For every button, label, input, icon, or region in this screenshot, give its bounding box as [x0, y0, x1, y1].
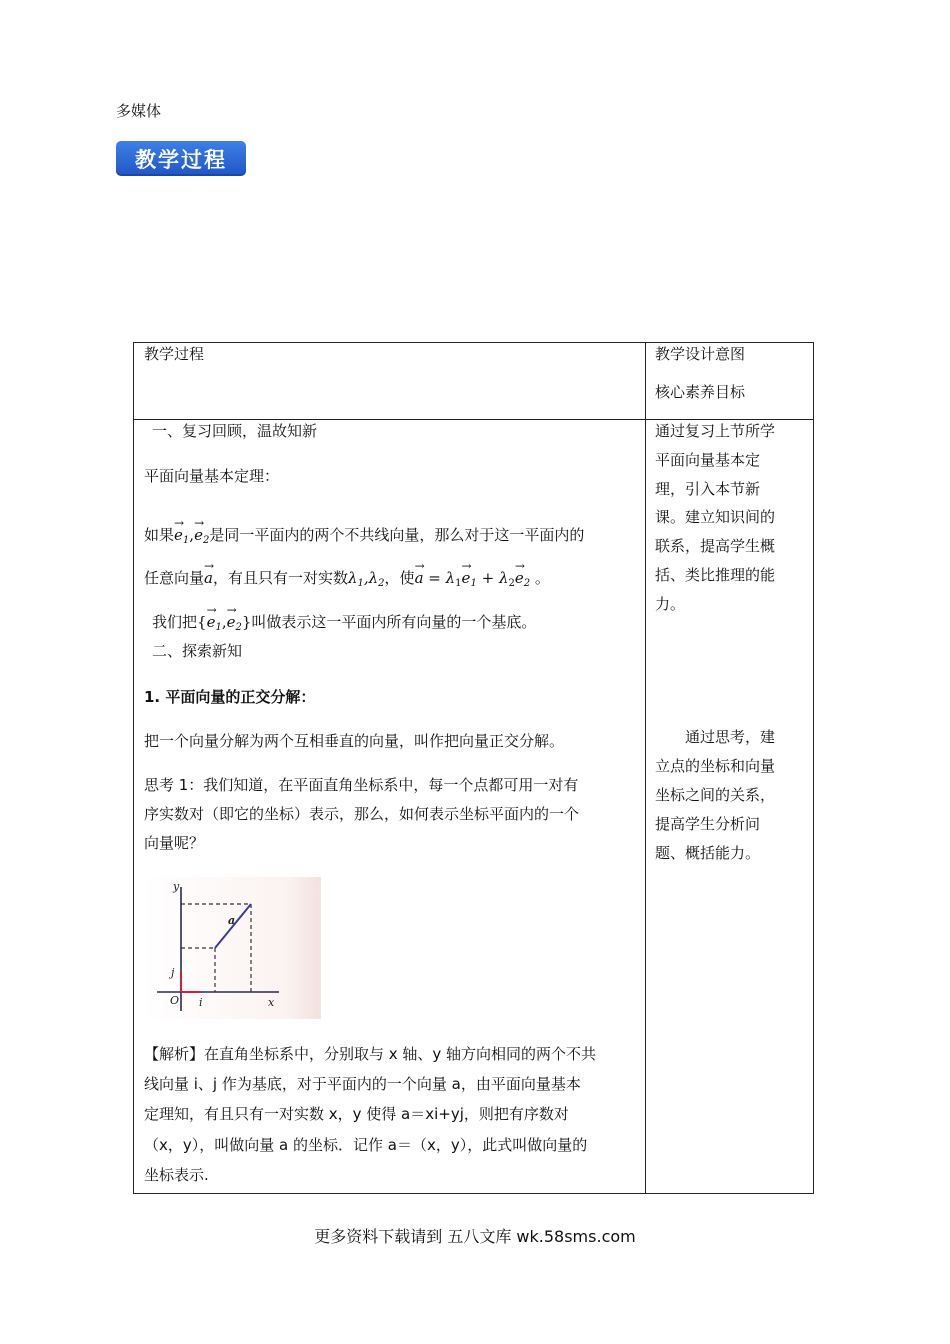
intent-explore-line: 坐标之间的关系， [655, 786, 776, 804]
intent-review-line: 理，引入本节新 [655, 480, 761, 498]
col-header-literacy: 核心素养目标 [655, 383, 746, 401]
analysis-line2: 线向量 i、j 作为基底，对于平面内的一个向量 a，由平面向量基本 [144, 1075, 581, 1093]
intent-explore-line: 立点的坐标和向量 [655, 757, 776, 775]
analysis-line4: （x，y），叫做向量 a 的坐标．记作 a＝（x，y），此式叫做向量的 [144, 1136, 588, 1154]
intent-explore-line: 提高学生分析问 [655, 815, 761, 833]
origin-label: O [170, 994, 180, 1007]
orthogonal-definition: 把一个向量分解为两个互相垂直的向量，叫作把向量正交分解。 [144, 732, 565, 750]
multimedia-label: 多媒体 [116, 102, 162, 120]
theorem-para-1: 如果 → $e_1$, → $e_2$是同一平面内的两个不共线向量，那么对于这一平面内的 [144, 521, 638, 555]
analysis-line1: 【解析】在直角坐标系中，分别取与 x 轴、y 轴方向相同的两个不共 [144, 1045, 597, 1063]
think1-line1: 思考 1：我们知道，在平面直角坐标系中，每一个点都可用一对有 [144, 776, 579, 794]
intent-review-line: 平面向量基本定 [655, 451, 761, 469]
table-border-right [813, 342, 814, 1194]
intent-review-line: 通过复习上节所学 [655, 422, 776, 440]
intent-review-line: 联系，提高学生概 [655, 537, 776, 555]
basis-set: { → $e_1$, → $e_2$} [197, 603, 252, 633]
think1-line2: 序实数对（即它的坐标）表示，那么，如何表示坐标平面内的一个 [144, 805, 580, 823]
intent-explore-line: 题、概括能力。 [655, 844, 761, 862]
analysis-line3: 定理知，有且只有一对实数 x，y 使得 a＝xi+yj，则把有序数对 [144, 1105, 569, 1123]
table-border-left [133, 342, 134, 1194]
vector-e1: → $e_1$ [174, 516, 190, 546]
y-axis-label: y [173, 880, 180, 893]
i-label: i [199, 996, 203, 1009]
table-border-middle [645, 342, 646, 1194]
para1-suffix: 是同一平面内的两个不共线向量，那么对于这一平面内的 [209, 526, 585, 544]
para1-prefix: 如果 [144, 526, 175, 544]
vector-a: → a [204, 559, 215, 587]
theorem-para-2: 任意向量 → a，有且只有一对实数$\lambda_1,\lambda_2$，使 → $a = \lambda_1$ → $e_1 + \lambda_2$ → $e_2$ 。 [144, 564, 644, 598]
orthogonal-decomposition-title: 1. 平面向量的正交分解： [144, 688, 316, 706]
section-explore-title: 二、探索新知 [152, 642, 243, 660]
think1-line3: 向量呢？ [144, 834, 205, 852]
analysis-line5: 坐标表示. [144, 1166, 209, 1184]
coordinate-figure-svg [143, 877, 321, 1019]
a-label: a [228, 914, 236, 927]
intent-review-line: 课。建立知识间的 [655, 508, 776, 526]
col-header-process: 教学过程 [144, 345, 205, 363]
lambda-pair: $\lambda_1,\lambda_2$ [347, 569, 385, 589]
theorem-para-3: 我们把{ → $e_1$, → $e_2$}叫做表示这一平面内所有向量的一个基底。 [152, 603, 537, 633]
intent-review-line: 力。 [655, 595, 686, 613]
footer-download-link[interactable]: 更多资料下载请到 五八文库 wk.58sms.com [314, 1227, 636, 1246]
x-axis-label: x [268, 996, 275, 1009]
coordinate-figure [143, 877, 321, 1019]
intent-review-line: 括、类比推理的能 [655, 566, 776, 584]
intent-explore-line: 通过思考，建 [655, 728, 776, 746]
table-border-bottom [133, 1193, 814, 1194]
j-label: j [171, 966, 175, 979]
vector-e2: → $e_2$ [194, 516, 210, 546]
theorem-label: 平面向量基本定理： [144, 467, 280, 485]
section-review-title: 一、复习回顾，温故知新 [152, 422, 318, 440]
decomposition-formula: → $a = \lambda_1$ → $e_1 + \lambda_2$ → $e_2$ [414, 559, 531, 589]
teaching-process-banner: 教学过程 [116, 141, 246, 176]
col-header-intent: 教学设计意图 [655, 345, 746, 363]
